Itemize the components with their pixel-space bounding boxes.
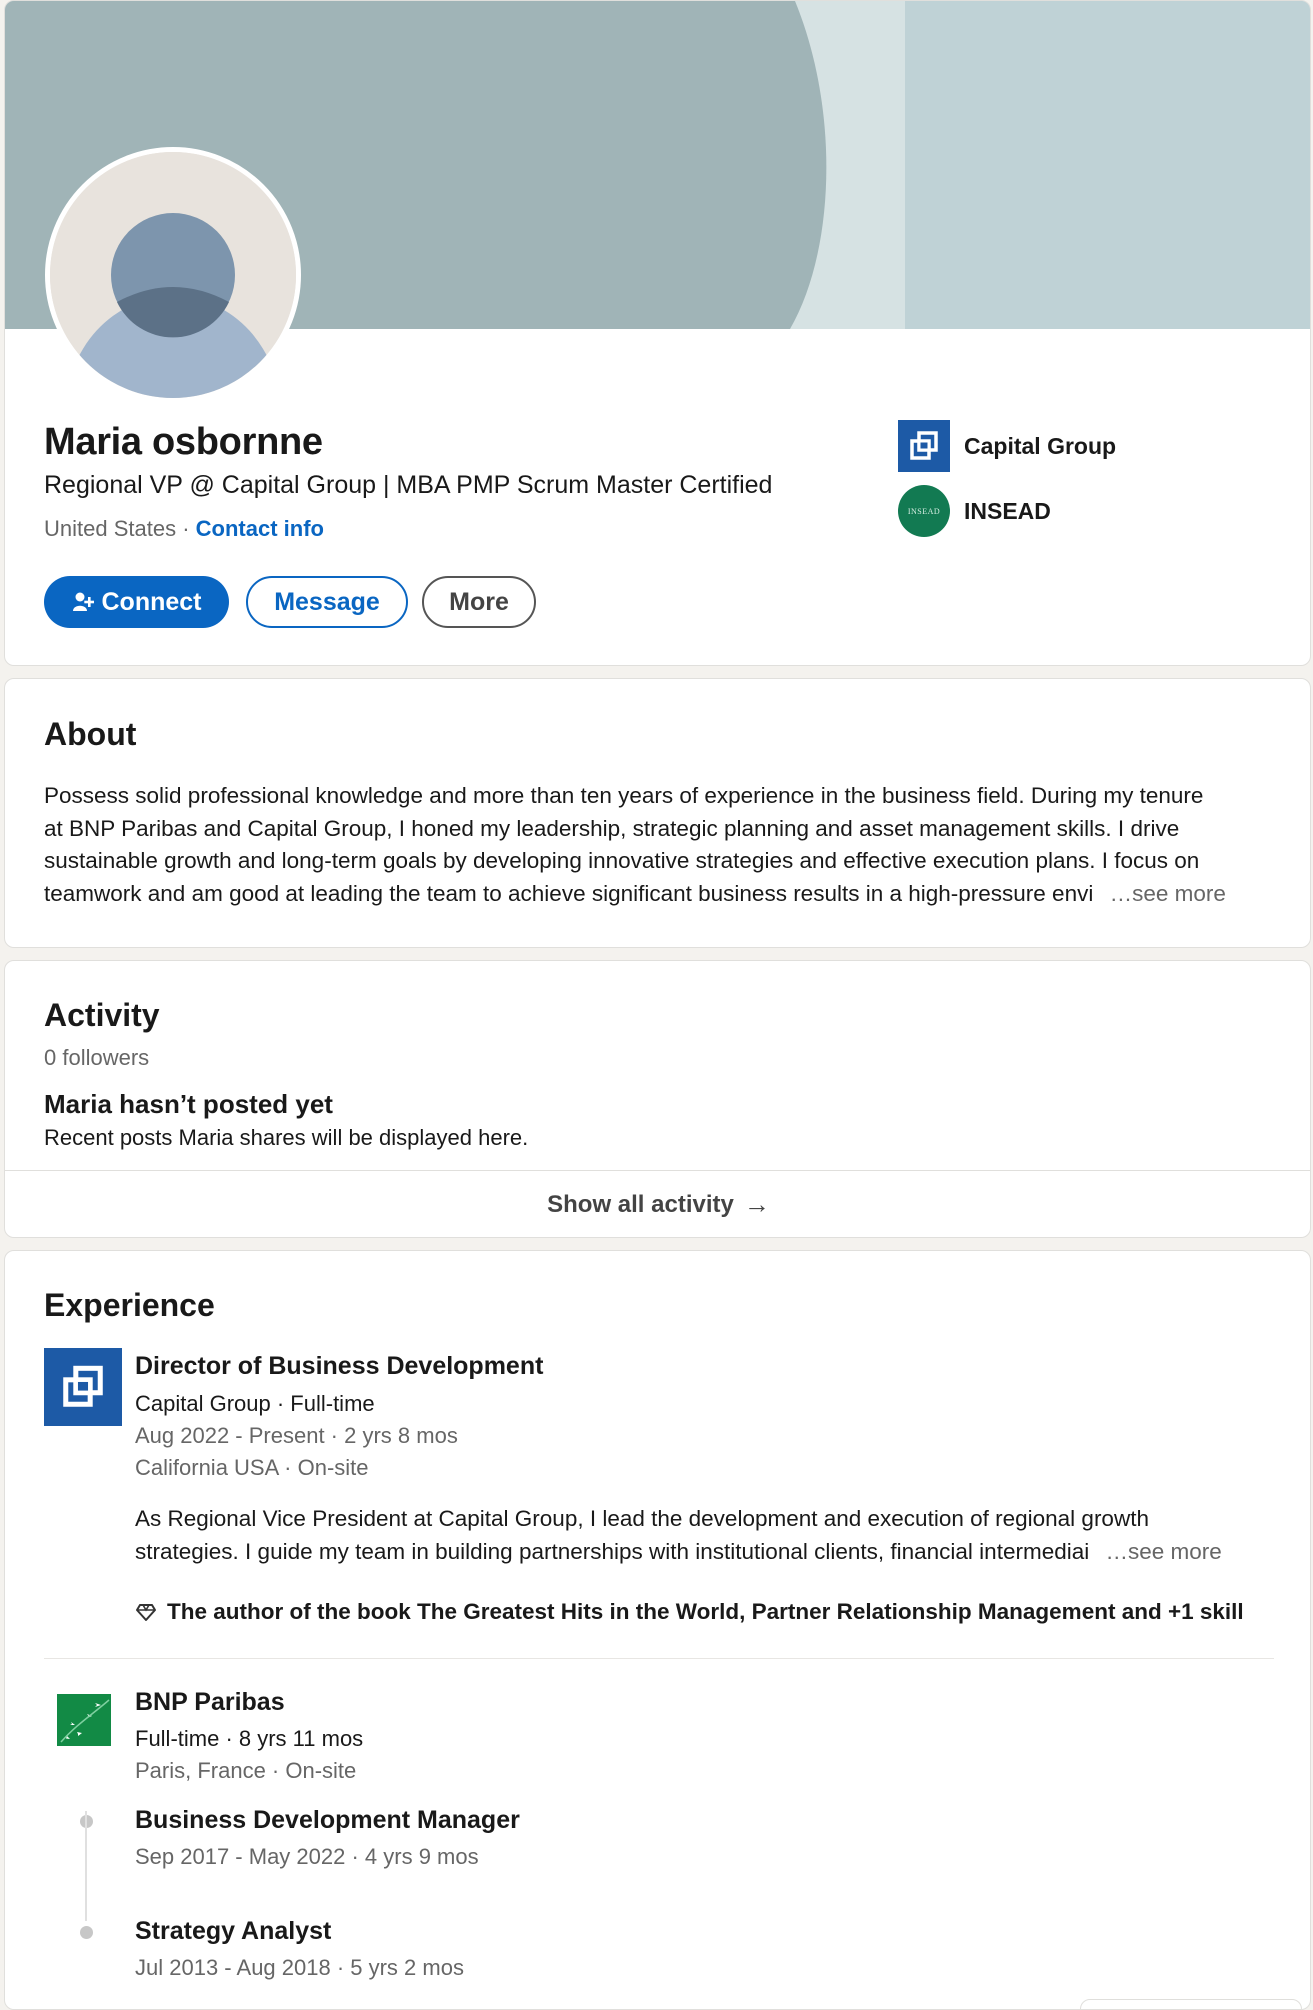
message-button[interactable] (246, 576, 408, 628)
connect-button[interactable] (44, 576, 229, 628)
experience-divider (44, 1658, 1274, 1659)
description-line-last (135, 1536, 1277, 1569)
experience-item-description (135, 1503, 1277, 1568)
no-posts-title: Maria hasn’t posted yet (44, 1089, 333, 1119)
profile-headline: Regional VP @ Capital Group | MBA PMP Scrum Master Certified (44, 471, 773, 499)
insead-logo-icon (898, 485, 950, 537)
about-line-last (44, 878, 1274, 911)
separator-dot: · (182, 516, 190, 541)
timeline-dot (80, 1926, 93, 1939)
experience-item-company: Capital Group · Full-time (135, 1391, 375, 1416)
experience-section (4, 1250, 1311, 2010)
experience-title: Experience (44, 1287, 215, 1323)
insead-logo-text: INSEAD (907, 506, 941, 516)
arrow-right-icon: → (743, 1189, 770, 1219)
add-person-icon (72, 591, 94, 613)
role-dates: Sep 2017 - May 2022 · 4 yrs 9 mos (135, 1844, 479, 1869)
about-title: About (44, 716, 137, 752)
followers-count: 0 followers (44, 1045, 150, 1070)
activity-title: Activity (44, 997, 160, 1033)
about-section (4, 678, 1311, 948)
contact-info-link[interactable]: Contact info (195, 516, 324, 541)
education-name: INSEAD (964, 497, 1051, 524)
no-posts-subtitle: Recent posts Maria shares will be displayed here. (44, 1125, 529, 1150)
capital-group-logo-icon (898, 420, 950, 472)
activity-section (4, 960, 1311, 1238)
current-company-link[interactable] (898, 420, 1116, 472)
capital-group-logo-icon[interactable] (44, 1348, 122, 1426)
profile-location-line (44, 516, 324, 542)
description-line: As Regional Vice President at Capital Group, I lead the development and execution of regional growth (135, 1506, 1149, 1531)
profile-top-card (4, 0, 1311, 666)
profile-name: Maria osbornne (44, 421, 323, 463)
bnp-paribas-logo-icon[interactable] (57, 1694, 111, 1746)
description-line: strategies. I guide my team in building partnerships with institutional clients, financial intermediai (135, 1538, 1090, 1564)
about-line: Possess solid professional knowledge and more than ten years of experience in the business field. During my tenure (44, 783, 1204, 808)
experience-company-name[interactable]: BNP Paribas (135, 1688, 285, 1716)
experience-skills-label: The author of the book The Greatest Hits in the World, Partner Relationship Management and +1 skill (167, 1599, 1244, 1624)
profile-location: United States (44, 516, 177, 541)
about-line: teamwork and am good at leading the team to achieve significant business results in a high-pressure envi (44, 880, 1094, 906)
connect-label: Connect (101, 587, 202, 616)
experience-item-title[interactable]: Director of Business Development (135, 1352, 544, 1380)
experience-company-employment: Full-time · 8 yrs 11 mos (135, 1726, 364, 1751)
profile-avatar[interactable] (45, 147, 301, 403)
role-dates: Jul 2013 - Aug 2018 · 5 yrs 2 mos (135, 1955, 464, 1980)
current-company-name: Capital Group (964, 432, 1117, 459)
about-line: at BNP Paribas and Capital Group, I honed my leadership, strategic planning and asset management skills. I drive (44, 815, 1180, 841)
experience-company-location: Paris, France · On-site (135, 1758, 357, 1783)
experience-item-location: California USA · On-site (135, 1455, 369, 1480)
more-button[interactable] (422, 576, 536, 628)
diamond-skill-icon (135, 1601, 157, 1623)
timeline-connector (85, 1811, 87, 1921)
role-title[interactable]: Business Development Manager (135, 1806, 520, 1834)
show-all-activity-button[interactable] (5, 1170, 1311, 1238)
more-label: More (449, 587, 509, 616)
about-line: sustainable growth and long-term goals by developing innovative strategies and effective execution plans. I focus on (44, 848, 1200, 873)
person-placeholder-icon (50, 152, 296, 398)
about-text (44, 780, 1274, 910)
show-all-activity-label: Show all activity (547, 1190, 734, 1218)
experience-item-dates: Aug 2022 - Present · 2 yrs 8 mos (135, 1423, 458, 1448)
experience-skills[interactable] (135, 1599, 1244, 1625)
role-title[interactable]: Strategy Analyst (135, 1917, 332, 1945)
partial-next-element (1080, 1999, 1302, 2010)
experience-see-more-button[interactable]: …see more (1105, 1538, 1222, 1564)
message-label: Message (274, 587, 380, 616)
about-see-more-button[interactable]: …see more (1109, 880, 1226, 906)
education-link[interactable] (898, 485, 1051, 537)
